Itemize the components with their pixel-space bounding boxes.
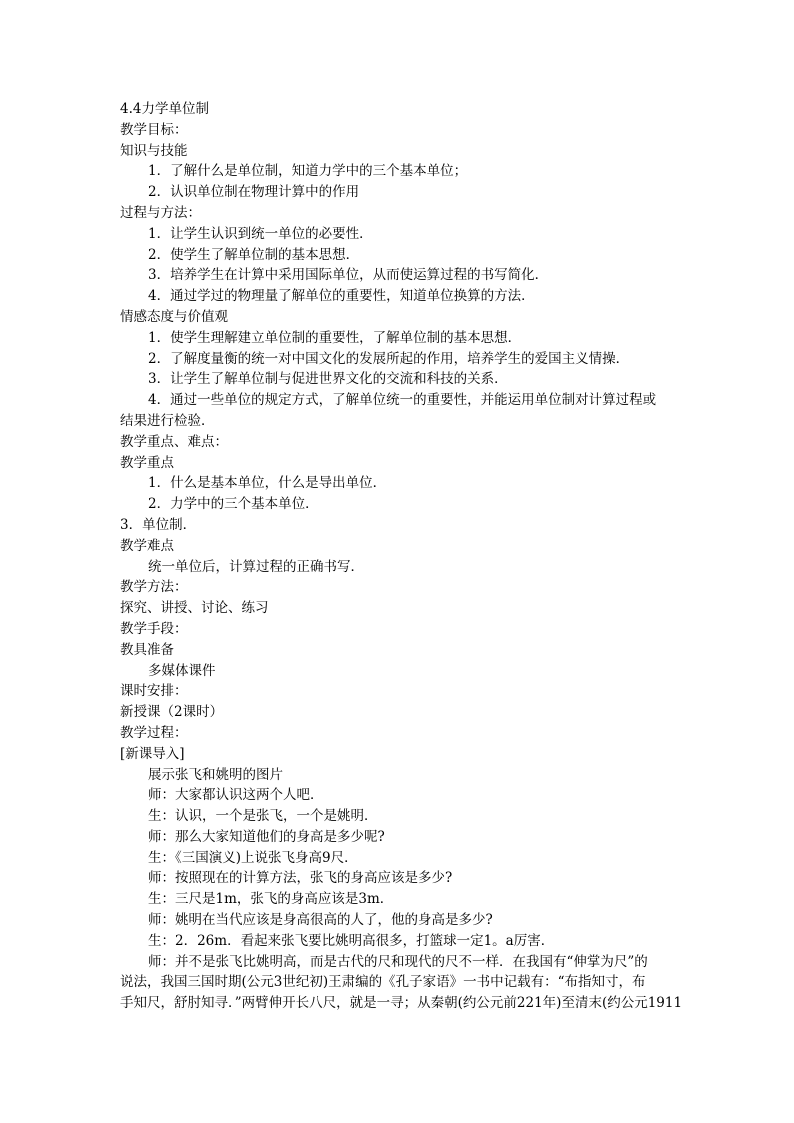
- text-line: [新课导入]: [120, 745, 185, 762]
- text-line: 教学重点、难点：: [120, 433, 228, 450]
- text-line: 4．通过一些单位的规定方式，了解单位统一的重要性，并能运用单位制对计算过程或: [148, 392, 657, 409]
- text-line: 教学重点: [120, 454, 174, 471]
- text-line: 结果进行检验．: [120, 412, 215, 429]
- text-line: 新授课（2课时）: [120, 704, 224, 721]
- text-line: 多媒体课件: [148, 662, 216, 679]
- text-line: 3．让学生了解单位制与促进世界文化的交流和科技的关系．: [148, 371, 508, 388]
- text-line: 1．了解什么是单位制，知道力学中的三个基本单位；: [148, 163, 468, 180]
- text-line: 生：三尺是1m，张飞的身高应该是3m．: [148, 891, 394, 908]
- text-line: 教学手段：: [120, 620, 188, 637]
- text-line: 1．让学生认识到统一单位的必要性．: [148, 225, 373, 242]
- text-line: 教具准备: [120, 641, 174, 658]
- text-line: 2．力学中的三个基本单位．: [148, 496, 319, 513]
- text-line: 3．培养学生在计算中采用国际单位，从而使运算过程的书写简化．: [148, 267, 549, 284]
- text-line: 2．使学生了解单位制的基本思想．: [148, 246, 360, 263]
- text-line: 2．认识单位制在物理计算中的作用: [148, 184, 360, 201]
- text-line: 情感态度与价值观: [120, 308, 228, 325]
- text-line: 1．使学生理解建立单位制的重要性，了解单位制的基本思想．: [148, 329, 522, 346]
- text-line: 手知尺，舒肘知寻．”两臂伸开长八尺，就是一寻；从秦朝(约公元前221年)至清末(约公元1911: [120, 995, 683, 1012]
- text-line: 生：《三国演义)上说张飞身高9尺．: [148, 849, 358, 866]
- text-line: 教学方法：: [120, 579, 188, 596]
- text-line: 师：并不是张飞比姚明高，而是古代的尺和现代的尺不一样．在我国有“伸掌为尺”的: [148, 953, 648, 970]
- text-line: 过程与方法：: [120, 204, 201, 221]
- text-line: 师：那么大家知道他们的身高是多少呢?: [148, 828, 385, 845]
- text-line: 师：大家都认识这两个人吧．: [148, 787, 324, 804]
- text-line: 探究、讲授、讨论、练习: [120, 600, 269, 617]
- text-line: 师：姚明在当代应该是身高很高的人了，他的身高是多少?: [148, 912, 493, 929]
- text-line: 1．什么是基本单位，什么是导出单位．: [148, 475, 387, 492]
- text-line: 3．单位制．: [120, 516, 197, 533]
- text-line: 生：2．26m．看起来张飞要比姚明高很多，打篮球一定1。a厉害．: [148, 932, 555, 949]
- text-line: 4．通过学过的物理量了解单位的重要性，知道单位换算的方法．: [148, 288, 535, 305]
- text-line: 说法，我国三国时期(公元3世纪初)王肃编的《孔子家语》一书中记载有：“布指知寸，布: [120, 974, 646, 991]
- text-line: 师：按照现在的计算方法，张飞的身高应该是多少?: [148, 870, 453, 887]
- document-title: 4.4力学单位制: [120, 101, 209, 117]
- text-line: 教学难点: [120, 537, 174, 554]
- text-line: 课时安排：: [120, 683, 188, 700]
- text-line: 教学目标：: [120, 121, 188, 138]
- text-line: 教学过程：: [120, 724, 188, 741]
- text-line: 2．了解度量衡的统一对中国文化的发展所起的作用，培养学生的爱国主义情操．: [148, 350, 630, 367]
- document-lines: [120, 120, 683, 1014]
- document-body: [120, 99, 683, 1014]
- text-line: 知识与技能: [120, 142, 188, 159]
- text-line: 展示张飞和姚明的图片: [148, 766, 283, 783]
- text-line: 生：认识，一个是张飞，一个是姚明．: [148, 808, 378, 825]
- text-line: 统一单位后，计算过程的正确书写．: [148, 558, 364, 575]
